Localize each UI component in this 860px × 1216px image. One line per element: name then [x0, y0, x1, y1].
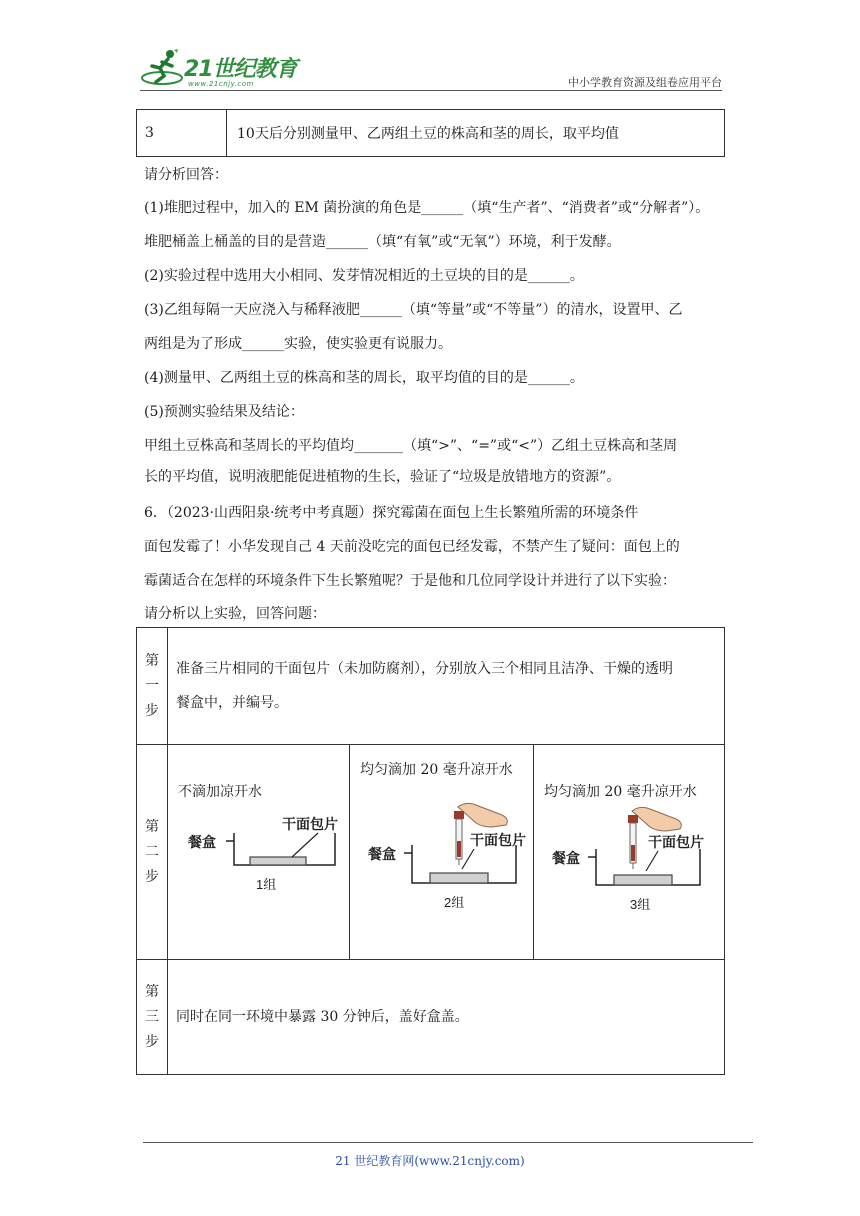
logo-url: www.21cnjy.com	[188, 80, 254, 88]
runner-logo-icon	[140, 48, 184, 88]
group-1-diagram	[168, 745, 349, 959]
table-row	[137, 110, 725, 157]
experiment-steps-table	[136, 627, 725, 1075]
question-line: 甲组土豆株高和茎周长的平均值均_______（填“>”、“=”或“<”）乙组土豆株高和茎周	[144, 438, 678, 454]
platform-name: 中小学教育资源及组卷应用平台	[568, 76, 722, 89]
group-1-cell	[168, 745, 350, 960]
intro-text: 请分析回答：	[144, 167, 228, 183]
question-line: (1)堆肥过程中，加入的 EM 菌扮演的角色是______（填“生产者”、“消费者”或“分解者”）。	[144, 200, 710, 216]
table-row	[137, 628, 725, 745]
group-number-label: 3组	[630, 897, 651, 912]
step-label: 第 二 步	[137, 745, 168, 960]
bread-slice-icon	[250, 857, 306, 865]
question-6-line: 面包发霉了！小华发现自己 4 天前没吃完的面包已经发霉，不禁产生了疑问：面包上的	[144, 539, 680, 555]
question-6-line: 霉菌适合在怎样的环境条件下生长繁殖呢？于是他和几位同学设计并进行了以下实验：	[144, 573, 676, 589]
previous-steps-table	[136, 109, 725, 157]
bread-label: 干面包片	[648, 834, 704, 850]
footer-divider	[143, 1142, 753, 1143]
page-header	[140, 40, 722, 92]
lunch-box-label: 餐盒	[368, 846, 396, 862]
table-row	[137, 745, 725, 960]
group-3-cell	[534, 745, 725, 960]
group-2-condition: 均匀滴加 20 毫升凉开水	[360, 762, 513, 778]
logo-text: 21世纪教育	[184, 57, 297, 82]
step-label: 第 一 步	[137, 628, 168, 745]
question-line: (5)预测实验结果及结论：	[144, 404, 304, 420]
group-1-condition: 不滴加凉开水	[178, 784, 262, 800]
lunch-box-label: 餐盒	[552, 850, 580, 866]
step-number: 3	[137, 110, 227, 157]
question-line: (3)乙组每隔一天应浇入与稀释液肥______（填“等量”或“不等量”）的清水，设置甲、乙	[144, 302, 683, 318]
footer-text: 21 世纪教育网(www.21cnjy.com)	[335, 1154, 525, 1168]
step-3-text: 同时在同一环境中暴露 30 分钟后，盖好盒盖。	[168, 960, 725, 1075]
lunch-box-label: 餐盒	[188, 834, 216, 850]
step-1-text: 准备三片相同的干面包片（未加防腐剂），分别放入三个相同且洁净、干燥的透明 餐盒中，并编号。	[168, 628, 725, 745]
bread-slice-icon	[614, 875, 672, 885]
bread-label: 干面包片	[282, 816, 338, 832]
bread-label: 干面包片	[470, 832, 526, 848]
group-2-diagram	[350, 745, 533, 959]
table-row	[137, 960, 725, 1075]
question-line: (4)测量甲、乙两组土豆的株高和茎的周长，取平均值的目的是______。	[144, 370, 584, 386]
step-label: 第 三 步	[137, 960, 168, 1075]
logo	[140, 46, 330, 90]
question-line: (2)实验过程中选用大小相同、发芽情况相近的土豆块的目的是______。	[144, 268, 584, 284]
question-6-line: 请分析以上实验，回答问题：	[144, 606, 326, 622]
group-2-cell	[350, 745, 534, 960]
bread-slice-icon	[430, 873, 488, 883]
question-line: 长的平均值，说明液肥能促进植物的生长，验证了“垃圾是放错地方的资源”。	[144, 469, 621, 485]
group-3-diagram	[534, 745, 729, 959]
question-6-title: 6．（2023·山西阳泉·统考中考真题）探究霉菌在面包上生长繁殖所需的环境条件	[144, 505, 639, 521]
question-line: 两组是为了形成______实验，使实验更有说服力。	[144, 336, 452, 352]
group-number-label: 1组	[256, 877, 277, 892]
step-description: 10天后分别测量甲、乙两组土豆的株高和茎的周长，取平均值	[227, 110, 725, 157]
question-line: 堆肥桶盖上桶盖的目的是营造______（填“有氧”或“无氧”）环境，利于发酵。	[144, 234, 621, 250]
group-number-label: 2组	[444, 895, 465, 910]
group-3-condition: 均匀滴加 20 毫升凉开水	[544, 784, 697, 800]
header-divider	[140, 90, 722, 91]
